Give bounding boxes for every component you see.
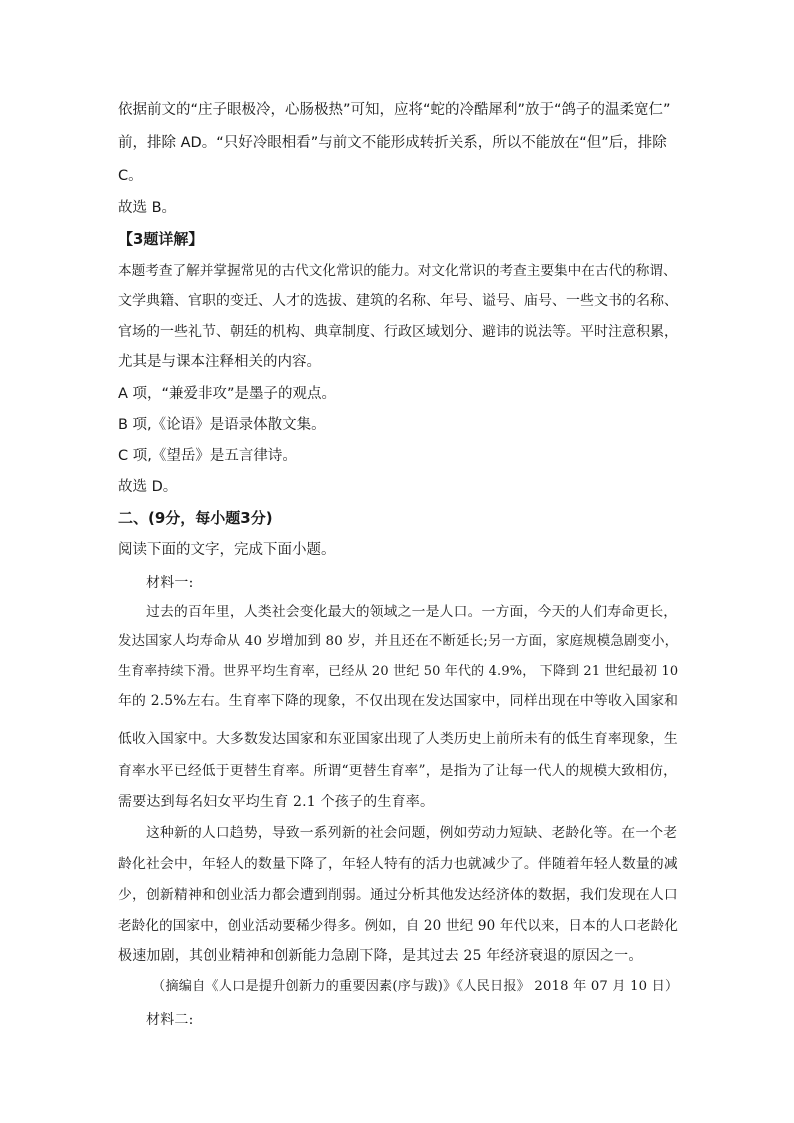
para1-line-4: 年的 2.5%左右。生育率下降的现象，不仅出现在发达国家中，同样出现在中等收入国家和 (118, 693, 679, 709)
para2-line-3: 少，创新精神和创业活力都会遭到削弱。通过分析其他发达经济体的数据，我们发现在人口 (118, 887, 678, 903)
answer-line-3: C。 (118, 168, 143, 184)
q3-option-b: B 项,《论语》是语录体散文集。 (118, 417, 326, 433)
section2-title: 二、(9分，每小题3分) (118, 509, 273, 527)
q3-analysis-line-4: 尤其是与课本注释相关的内容。 (118, 354, 321, 370)
section2-instruction: 阅读下面的文字，完成下面小题。 (118, 542, 336, 558)
material1-label: 材料一: (146, 575, 194, 591)
para1-line-7: 需要达到每名妇女平均生育 2.1 个孩子的生育率。 (118, 794, 435, 810)
q3-heading: 【3题详解】 (118, 230, 204, 248)
material2-label: 材料二: (146, 1012, 194, 1028)
source-citation: （摘编自《人口是提升创新力的重要因素(序与跋)》《人民日报》 2018 年 07 月 10 日） (152, 979, 679, 994)
q3-conclusion: 故选 D。 (118, 479, 178, 495)
q3-analysis-line-2: 文学典籍、官职的变迁、人才的选拔、建筑的名称、年号、谥号、庙号、一些文书的名称、 (118, 293, 678, 309)
para2-line-2: 龄化社会中，年轻人的数量下降了，年轻人特有的活力也就减少了。伴随着年轻人数量的减 (118, 856, 678, 872)
q3-option-c: C 项,《望岳》是五言律诗。 (118, 448, 297, 464)
para2-line-4: 老龄化的国家中，创业活动要稀少得多。例如，自 20 世纪 90 年代以来，日本的人口老龄化 (118, 918, 679, 934)
para2-line-1: 这种新的人口趋势，导致一系列新的社会问题，例如劳动力短缺、老龄化等。在一个老 (146, 825, 678, 841)
q3-analysis-line-1: 本题考查了解并掌握常见的古代文化常识的能力。对文化常识的考查主要集中在古代的称谓、 (118, 263, 677, 279)
answer-line-2: 前，排除 AD。“只好冷眼相看”与前文不能形成转折关系，所以不能放在“但”后，排除 (118, 135, 667, 151)
para1-line-2: 发达国家人均寿命从 40 岁增加到 80 岁，并且还在不断延长;另一方面，家庭规模急剧变小， (118, 634, 679, 649)
answer-line-1: 依据前文的“庄子眼极冷，心肠极热”可知，应将“蛇的冷酷犀利”放于“鸽子的温柔宽仁” (118, 102, 671, 118)
answer-conclusion: 故选 B。 (118, 200, 177, 216)
q3-analysis-line-3: 官场的一些礼节、朝廷的机构、典章制度、行政区域划分、避讳的说法等。平时注意积累， (118, 324, 678, 340)
para1-line-5: 低收入国家中。大多数发达国家和东亚国家出现了人类历史上前所未有的低生育率现象，生 (118, 731, 678, 747)
para1-line-1: 过去的百年里，人类社会变化最大的领域之一是人口。一方面，今天的人们寿命更长， (146, 604, 678, 620)
q3-option-a: A 项，“兼爱非攻”是墨子的观点。 (118, 386, 337, 402)
para1-line-6: 育率水平已经低于更替生育率。所谓“更替生育率”，是指为了让每一代人的规模大致相仿， (118, 763, 678, 779)
para2-line-5: 极速加剧，其创业精神和创新能力急剧下降，是其过去 25 年经济衰退的原因之一。 (118, 948, 643, 964)
para1-line-3: 生育率持续下滑。世界平均生育率，已经从 20 世纪 50 年代的 4.9%， 下降到 21 世纪最初 10 (118, 664, 679, 679)
